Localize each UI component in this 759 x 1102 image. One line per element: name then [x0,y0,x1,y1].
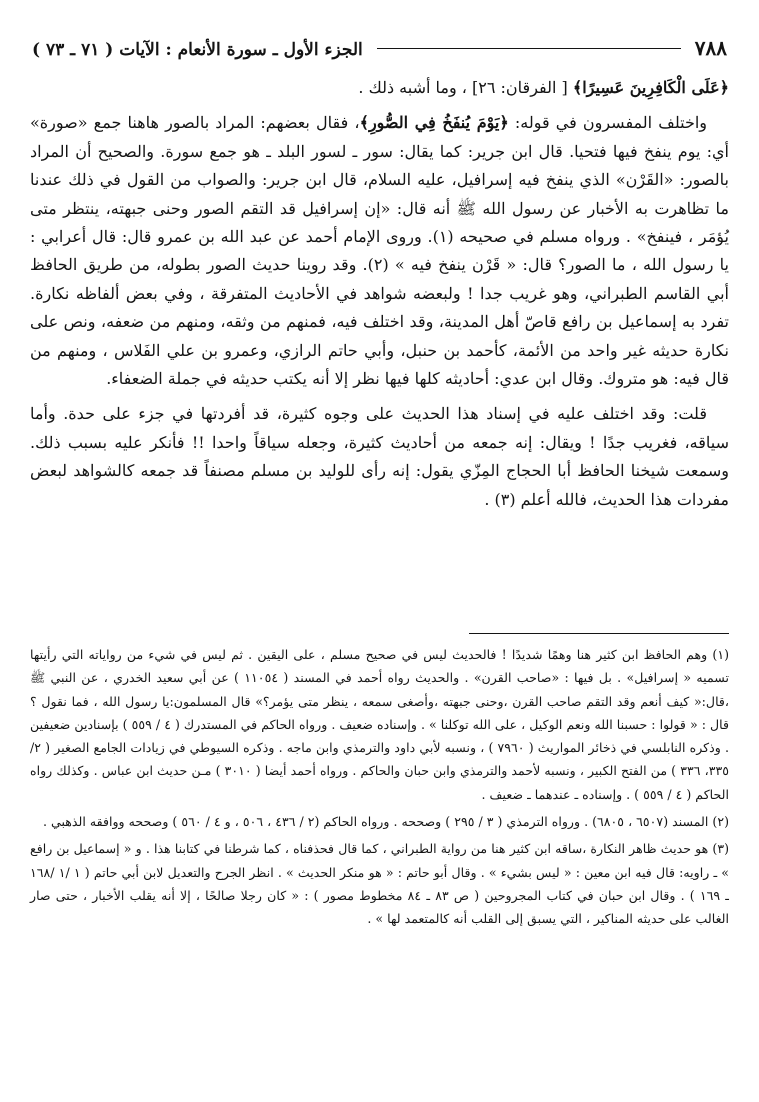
paragraph-1-text: [ الفرقان: ٢٦] ، وما أشبه ذلك . [358,78,573,97]
footnote-separator [469,633,729,634]
page-number: ٧٨٨ [694,36,727,60]
footnote-2: (٢) المسند (٦٥٠٧ ، ٦٨٠٥) . ورواه الترمذي ( ٣ / ٢٩٥ ) وصححه . ورواه الحاكم (٢ / ٤٣٦ ، ٥٠٦ ، و ٤ / ٥٦٠ ) وصححه ووافقه الذهبي . [42,814,729,830]
main-text [30,74,729,514]
paragraph-2-text: ، فقال بعضهم: المراد بالصور هاهنا جمع «صورة» أي: يوم ينفخ فيها فتحيا. قال ابن جرير: كما يقال: سور ـ لسور البلد ـ هو جمع سورة. والصحيح أن المراد بالصور: «القَرْن» الذي ينفخ فيه إسرافيل، عليه السلام، قال ابن جرير: والصواب من القول في ذلك عندنا ما تظاهرت به الأخبار عن رسول الله ﷺ أنه قال: «إن إسرافيل قد التقم الصور وحنى جبهته، ينتظر متى يُؤمَر ، فينفخ» . ورواه مسلم في صحيحه (١). وروى الإمام أحمد عن عبد الله بن عمرو قال: قال أعرابي : يا رسول الله ، ما الصور؟ قال: « قَرْن ينفخ فيه » (٢). وقد روينا حديث الصور بطوله، من طريق الحافظ أبي القاسم الطبراني، وهو غريب جدا ! ولبعضه شواهد في الأحاديث المتفرقة ، وفي بعض ألفاظه نكارة. تفرد به إسماعيل بن رافع قاصّ أهل المدينة، وقد اختلف فيه، فمنهم من وثقه، ومنهم من ضعفه، ونص على نكارة حديثه غير واحد من الأئمة، كأحمد بن حنبل، وأبي حاتم الرازي، وعمرو بن علي الفَلاس ، ومنهم من قال فيه: هو متروك. وقال ابن عدي: أحاديثه كلها فيها نظر إلا أنه يكتب حديثه في جملة الضعفاء. [30,113,730,389]
footnotes [30,643,729,931]
paragraph-1 [30,74,729,102]
paragraph-2 [30,109,729,393]
header-rule [377,48,681,49]
paragraph-3: قلت: وقد اختلف عليه في إسناد هذا الحديث على وجوه كثيرة، قد أفردتها في جزء على حدة. وأما سياقه، فغريب جدًا ! ويقال: إنه جمعه من أحاديث كثيرة، وجعله سياقاً واحدا !! فأنكر عليه بسبب ذلك. وسمعت شيخنا الحافظ أبا الحجاج المِزّي يقول: إنه رأى للوليد بن مسلم مصنفاً قد جمعه كالشواهد لبعض مفردات هذا الحديث، فالله أعلم (٣) . [30,404,729,509]
paragraph-2-lead: واختلف المفسرون في قوله: [508,113,708,133]
running-title: الجزء الأول ـ سورة الأنعام : الآيات ( ٧١ ـ ٧٣ ) [32,40,363,60]
footnote-1: (١) وهم الحافظ ابن كثير هنا وهمًا شديدًا ! فالحديث ليس في صحيح مسلم ، على اليقين . ثم ليس في شيء من رواياته التي رأيتها تسميه « إسرافيل» . بل فيها : «صاحب القرن» . والحديث رواه أحمد في المسند ( ١١٠٥٤ ) عن أبي سعيد الخدري ، عن النبي ﷺ ،قال:« كيف أنعم وقد التقم صاحب القرن ،وحنى جبهته ،وأصغى سمعه ، ينظر متى يؤمر؟» قال المسلمون:يا رسول الله ، فما نقول ؟ قال : « قولوا : حسبنا الله ونعم الوكيل ، على الله توكلنا » . وإسناده ضعيف . ورواه الحاكم في المستدرك ( ٤ / ٥٥٩ ) بإسنادين ضعيفين . وذكره النابلسي في ذخائر المواريث ( ٧٩٦٠ ) ، ونسبه لأبي داود والترمذي وابن ماجه . وذكره السيوطي في زيادات الجامع الصغير ( ٢/ ٣٣٥، ٣٣٦ ) من الفتح الكبير ، ونسبه لأحمد والترمذي وابن حبان والحاكم . ورواه أحمد أيضا ( ٣٠١٠ ) مـن حديث ابن عباس . وكذلك رواه الحاكم ( ٤ / ٥٥٩ ) . وإسناده ـ عندهما ـ ضعيف . [30,647,729,802]
quran-verse: ﴿عَلَى الْكَافِرِينَ عَسِيرًا﴾ [572,78,729,97]
footnote-3: (٣) هو حديث ظاهر النكارة ،ساقه ابن كثير هنا من رواية الطبراني ، كما قال فحذفناه ، كما شرطنا في كتابنا هذا . و « إسماعيل بن رافع » ـ راويه: قال فيه ابن معين : « ليس بشيء » . وقال أبو حاتم : « هو منكر الحديث » . انظر الجرح والتعديل لابن أبي حاتم ( ١ /١ /١٦٨ ـ ١٦٩ ) . وقال ابن حبان في كتاب المجروحين ( ص ٨٣ ـ ٨٤ مخطوط مصور ) : « كان رجلا صالحًا ، إلا أنه يقلب الأخبار ، حتى صار الغالب على حديثه المناكير ، التي يسبق إلى القلب أنه كالمتعمد لها » . [30,841,730,927]
quran-verse: ﴿يَوْمَ يُنفَخُ فِي الصُّورِ﴾ [359,113,509,133]
running-header [32,36,727,60]
